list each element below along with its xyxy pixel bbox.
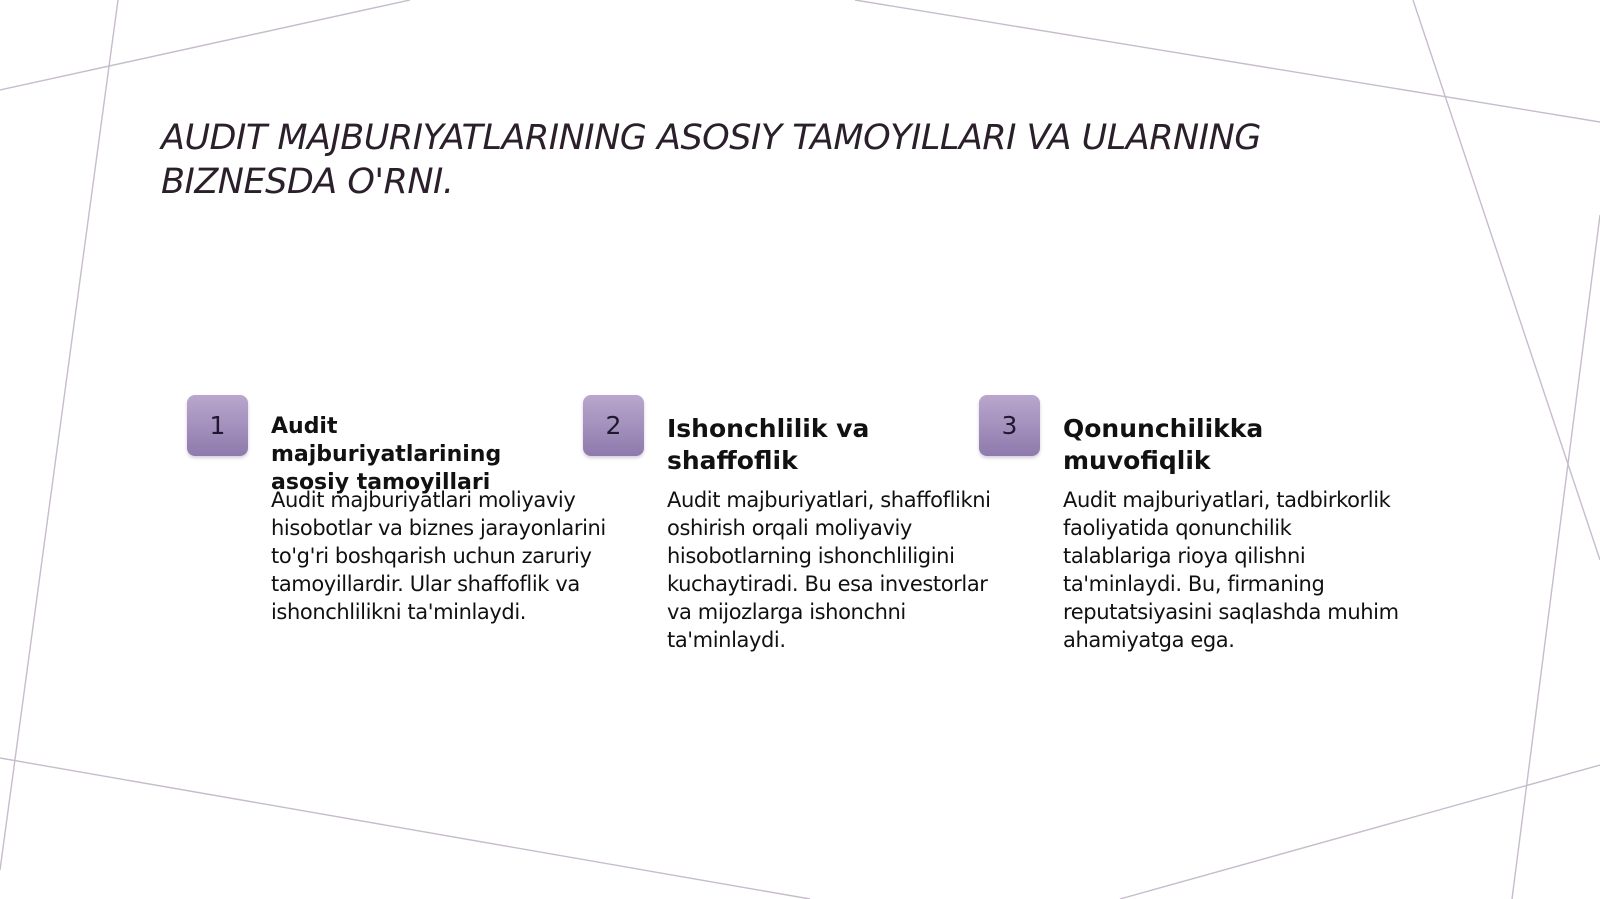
number-badge: 3 — [979, 395, 1040, 456]
card-heading: Qonunchilikka muvofiqlik — [1063, 414, 1264, 475]
bg-line — [0, 758, 810, 899]
bg-line — [855, 0, 1600, 122]
bg-line — [1120, 765, 1600, 899]
slide-title: AUDIT MAJBURIYATLARINING ASOSIY TAMOYILLARI VA ULARNING BIZNESDA O'RNI. — [161, 118, 1261, 202]
card-heading: Ishonchlilik va shaffoflik — [667, 414, 870, 475]
bg-line — [1413, 0, 1600, 560]
card-body: Audit majburiyatlari moliyaviy hisobotlar va biznes jarayonlarini to'g'ri boshqarish uchun zaruriy tamoyillardir. Ular shaffoflik va ishonchlilikni ta'minlaydi. — [271, 488, 606, 624]
bg-line — [0, 0, 410, 90]
number-badge: 2 — [583, 395, 644, 456]
card-body: Audit majburiyatlari, shaffoflikni oshirish orqali moliyaviy hisobotlarning ishonchliligini kuchaytiradi. Bu esa investorlar va mijozlarga ishonchni ta'minlaydi. — [667, 488, 991, 652]
card-body: Audit majburiyatlari, tadbirkorlik faoliyatida qonunchilik talablariga rioya qilishni ta'minlaydi. Bu, firmaning reputatsiyasini saqlashda muhim ahamiyatga ega. — [1063, 488, 1399, 652]
bg-line — [0, 0, 118, 870]
number-badge: 1 — [187, 395, 248, 456]
bg-line — [1512, 215, 1600, 899]
card-heading: Audit majburiyatlarining asosiy tamoyillari — [271, 414, 502, 495]
